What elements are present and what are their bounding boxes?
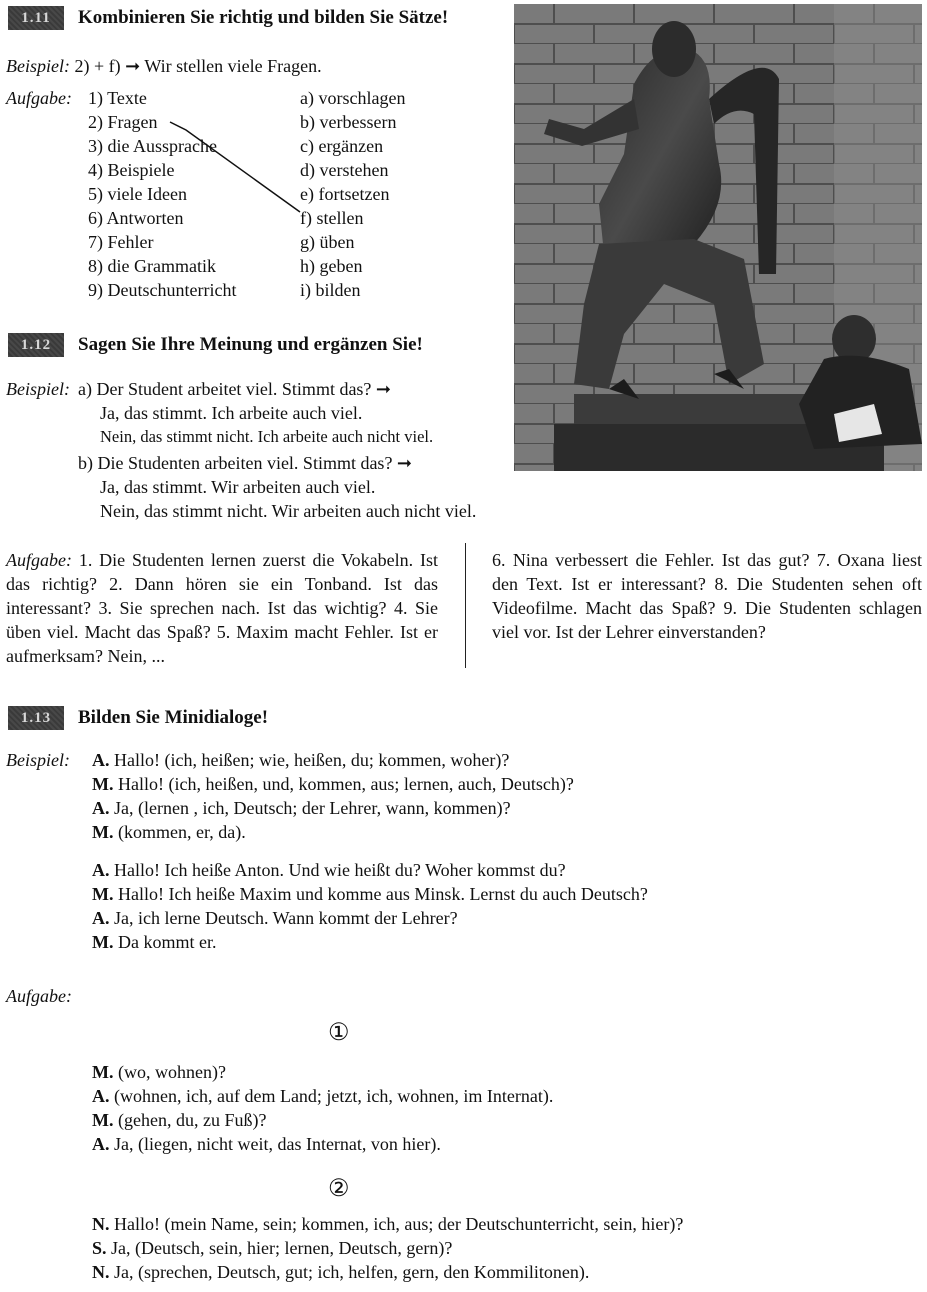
speaker-label: A.	[92, 750, 110, 770]
example-b-no: Nein, das stimmt nicht. Wir arbeiten auch nicht viel.	[100, 501, 477, 521]
dialog-2-marker: ②	[328, 1176, 350, 1202]
speaker-label: A.	[92, 1134, 110, 1154]
noun-item: 5) viele Ideen	[88, 184, 187, 204]
dialog-line: Hallo! (ich, heißen; wie, heißen, du; kommen, woher)?	[114, 750, 510, 770]
verb-item: a) vorschlagen	[300, 88, 406, 108]
exercise-number-badge: 1.12	[8, 333, 64, 357]
noun-item: 1) Texte	[88, 88, 147, 108]
example-b-question: b) Die Studenten arbeiten viel. Stimmt das? ➞	[78, 453, 413, 473]
speaker-label: A.	[92, 1086, 110, 1106]
task-right-text: 6. Nina verbessert die Fehler. Ist das gut? 7. Oxana liest den Text. Ist er interessant? 8. Die Studenten sehen oft Videofilme. Macht das Spaß? 9. Die Studenten schlagen viel vor. Ist der Lehrer einverstanden?	[492, 550, 922, 642]
speaker-label: S.	[92, 1238, 107, 1258]
exercise-number-badge: 1.11	[8, 6, 64, 30]
speaker-label: M.	[92, 932, 114, 952]
dialog-line: Hallo! (ich, heißen, und, kommen, aus; lernen, auch, Deutsch)?	[118, 774, 574, 794]
noun-item: 3) die Aussprache	[88, 136, 217, 156]
example-answers	[92, 858, 648, 954]
noun-item: 6) Antworten	[88, 208, 184, 228]
aufgabe-label: Aufgabe:	[6, 88, 72, 108]
aufgabe-label: Aufgabe:	[6, 550, 72, 570]
dialog-line: Ja, (liegen, nicht weit, das Internat, von hier).	[114, 1134, 441, 1154]
noun-item: 4) Beispiele	[88, 160, 175, 180]
noun-item: 8) die Grammatik	[88, 256, 216, 276]
noun-item: 2) Fragen	[88, 112, 158, 132]
speaker-label: A.	[92, 908, 110, 928]
verb-item: b) verbessern	[300, 112, 397, 132]
dialog-2	[92, 1212, 683, 1284]
beispiel-label: Beispiel:	[6, 750, 70, 770]
beispiel-text: 2) + f) ➞ Wir stellen viele Fragen.	[74, 56, 322, 76]
dialog-1	[92, 1060, 553, 1156]
dialog-1-marker: ①	[328, 1020, 350, 1046]
statue-photo	[514, 4, 922, 471]
dialog-line: Ja, (Deutsch, sein, hier; lernen, Deutsch, gern)?	[111, 1238, 453, 1258]
exercise-title: Bilden Sie Minidialoge!	[78, 707, 269, 728]
column-divider	[465, 543, 466, 668]
dialog-line: Da kommt er.	[118, 932, 217, 952]
dialog-line: (wo, wohnen)?	[118, 1062, 226, 1082]
speaker-label: M.	[92, 884, 114, 904]
speaker-label: M.	[92, 822, 114, 842]
verb-item: g) üben	[300, 232, 355, 252]
dialog-line: Hallo! (mein Name, sein; kommen, ich, aus; der Deutschunterricht, sein, hier)?	[114, 1214, 684, 1234]
example-b-yes: Ja, das stimmt. Wir arbeiten auch viel.	[100, 477, 376, 497]
example-a-question: a) Der Student arbeitet viel. Stimmt das? ➞	[78, 379, 392, 399]
task-left-text: 1. Die Studenten lernen zuerst die Vokabeln. Ist das richtig? 2. Dann hören sie ein Tonband. Ist das interessant? 3. Sie sprechen nach. Ist das wichtig? 4. Sie üben viel. Macht das Spaß? 5. Maxim macht Fehler. Ist er aufmerksam? Nein, ...	[6, 550, 438, 666]
speaker-label: A.	[92, 798, 110, 818]
speaker-label: N.	[92, 1262, 110, 1282]
speaker-label: N.	[92, 1214, 110, 1234]
verb-item: i) bilden	[300, 280, 361, 300]
speaker-label: M.	[92, 1062, 114, 1082]
speaker-label: M.	[92, 1110, 114, 1130]
dialog-line: (gehen, du, zu Fuß)?	[118, 1110, 267, 1130]
dialog-line: Ja, (lernen , ich, Deutsch; der Lehrer, wann, kommen)?	[114, 798, 511, 818]
verb-item: c) ergänzen	[300, 136, 384, 156]
statue-photo-icon	[514, 4, 922, 471]
example-prompts	[92, 748, 574, 844]
aufgabe-label: Aufgabe:	[6, 986, 72, 1006]
exercise-number-badge: 1.13	[8, 706, 64, 730]
task-left-paragraph	[6, 548, 438, 668]
verb-item: h) geben	[300, 256, 363, 276]
dialog-line: (wohnen, ich, auf dem Land; jetzt, ich, wohnen, im Internat).	[114, 1086, 554, 1106]
dialog-line: (kommen, er, da).	[118, 822, 246, 842]
dialog-line: Hallo! Ich heiße Maxim und komme aus Minsk. Lernst du auch Deutsch?	[118, 884, 648, 904]
exercise-1-13-heading	[8, 706, 268, 730]
beispiel-label: Beispiel:	[6, 56, 70, 76]
exercise-title: Sagen Sie Ihre Meinung und ergänzen Sie!	[78, 334, 423, 355]
dialog-line: Ja, (sprechen, Deutsch, gut; ich, helfen, gern, den Kommilitonen).	[114, 1262, 590, 1282]
example-a-yes: Ja, das stimmt. Ich arbeite auch viel.	[100, 403, 363, 423]
speaker-label: A.	[92, 860, 110, 880]
beispiel-label: Beispiel:	[6, 379, 70, 399]
verb-item: e) fortsetzen	[300, 184, 390, 204]
verb-item: d) verstehen	[300, 160, 389, 180]
exercise-1-12-heading	[8, 333, 423, 357]
noun-item: 7) Fehler	[88, 232, 154, 252]
dialog-line: Ja, ich lerne Deutsch. Wann kommt der Lehrer?	[114, 908, 458, 928]
speaker-label: M.	[92, 774, 114, 794]
dialog-line: Hallo! Ich heiße Anton. Und wie heißt du? Woher kommst du?	[114, 860, 566, 880]
matching-line	[0, 0, 520, 330]
example-a-no: Nein, das stimmt nicht. Ich arbeite auch nicht viel.	[100, 427, 434, 446]
noun-item: 9) Deutschunterricht	[88, 280, 237, 300]
verb-item: f) stellen	[300, 208, 364, 228]
exercise-title: Kombinieren Sie richtig und bilden Sie Sätze!	[78, 7, 449, 28]
